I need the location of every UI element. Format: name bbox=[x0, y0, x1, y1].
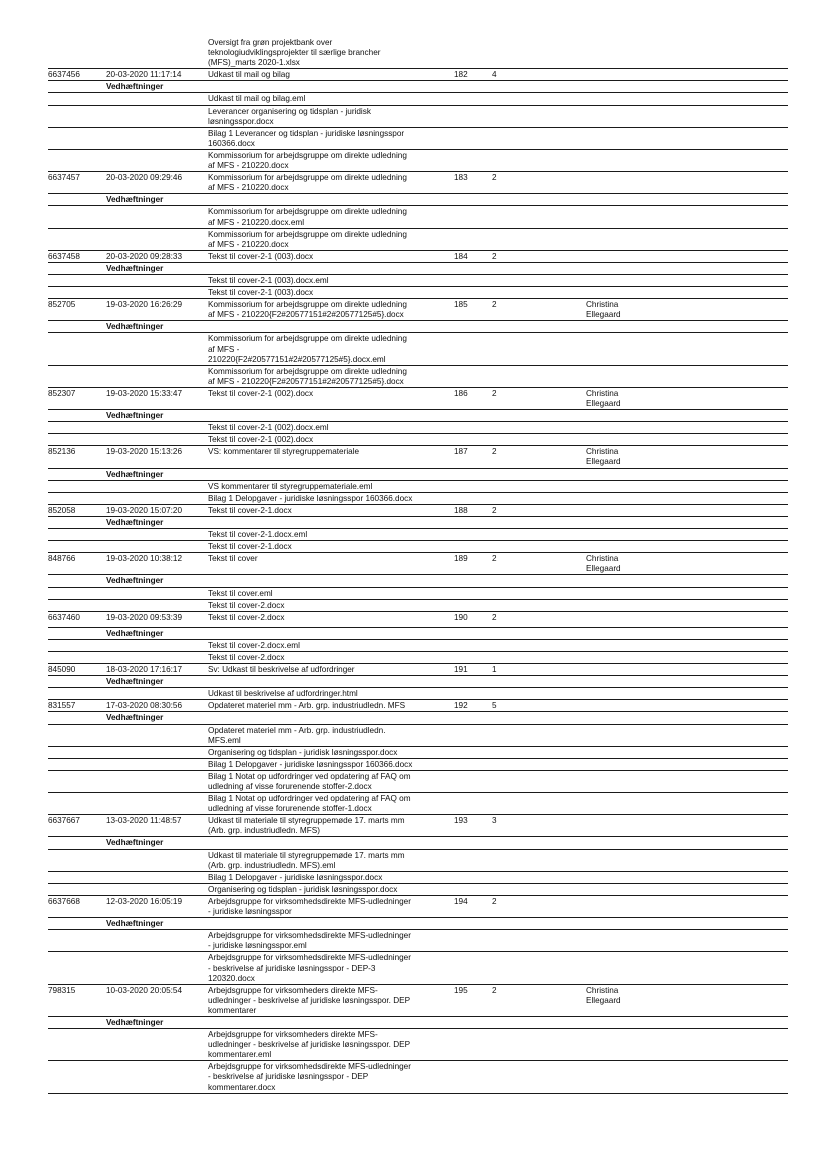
entry-person: Christina Ellegaard bbox=[586, 985, 621, 1005]
attachments-header-row bbox=[48, 81, 788, 93]
attachment-file-row bbox=[48, 229, 788, 251]
entry-number: 189 bbox=[454, 554, 468, 564]
entry-id: 852307 bbox=[48, 388, 76, 398]
empty-cell bbox=[48, 423, 106, 433]
attachment-file-row bbox=[48, 434, 788, 446]
entry-number: 191 bbox=[454, 665, 468, 675]
empty-cell bbox=[106, 276, 208, 286]
entry-title: Tekst til cover-2-1 (002).docx bbox=[208, 388, 314, 398]
empty-cell bbox=[106, 726, 208, 746]
entry-row bbox=[48, 69, 788, 81]
entry-row bbox=[48, 985, 788, 1017]
entry-person bbox=[586, 173, 686, 193]
entry-title: Kommissorium for arbejdsgruppe om direkte udledning af MFS - 210220{F2#20577151#2#20577125#5}.docx bbox=[208, 300, 407, 320]
empty-cell bbox=[48, 107, 106, 127]
attachment-file-row bbox=[48, 541, 788, 553]
entry-number: 185 bbox=[454, 300, 468, 310]
attachment-count: 2 bbox=[492, 985, 497, 995]
attachment-count: 2 bbox=[492, 896, 497, 906]
attachments-header-row bbox=[48, 575, 788, 587]
attachment-file-row bbox=[48, 725, 788, 747]
attachment-filename: Bilag 1 Delopgaver - juridiske løsningsspor 160366.docx bbox=[208, 493, 413, 503]
entry-person bbox=[586, 665, 686, 675]
entry-title: Tekst til cover-2-1 (003).docx bbox=[208, 251, 314, 261]
attachment-filename: Arbejdsgruppe for virksomheders direkte MFS- udledninger - beskrivelse af juridiske løsningsspor. DEP kommentarer.eml bbox=[208, 1030, 411, 1060]
empty-cell bbox=[106, 482, 208, 492]
attachment-filename: Bilag 1 Delopgaver - juridiske løsningsspor.docx bbox=[208, 872, 383, 882]
attachment-filename: Arbejdsgruppe for virksomhedsdirekte MFS-udledninger - juridiske løsningsspor.eml bbox=[208, 931, 411, 951]
attachments-label: Vedhæftninger bbox=[106, 1017, 164, 1027]
attachment-file-row bbox=[48, 747, 788, 759]
empty-cell bbox=[48, 411, 106, 421]
attachment-file-row bbox=[48, 366, 788, 388]
attachment-file-row bbox=[48, 128, 788, 150]
entry-title: Tekst til cover-2.docx bbox=[208, 612, 285, 622]
attachment-filename: Udkast til mail og bilag.eml bbox=[208, 94, 306, 104]
attachment-file-row bbox=[48, 422, 788, 434]
entry-date: 19-03-2020 10:38:12 bbox=[106, 554, 183, 564]
attachments-header-row bbox=[48, 1017, 788, 1029]
attachment-file-row bbox=[48, 529, 788, 541]
empty-cell bbox=[106, 953, 208, 983]
entry-date: 19-03-2020 16:26:29 bbox=[106, 300, 183, 310]
entry-number: 182 bbox=[454, 70, 468, 80]
attachment-filename: Tekst til cover-2.docx bbox=[208, 600, 285, 610]
entry-number: 183 bbox=[454, 173, 468, 183]
attachments-label: Vedhæftninger bbox=[106, 713, 164, 723]
entry-title: VS: kommentarer til styregruppemateriale bbox=[208, 447, 360, 457]
empty-cell bbox=[48, 230, 106, 250]
entry-number: 195 bbox=[454, 985, 468, 995]
attachment-count: 1 bbox=[492, 665, 497, 675]
entry-row bbox=[48, 612, 788, 628]
attachment-filename: Organisering og tidsplan - juridisk løsningsspor.docx bbox=[208, 884, 398, 894]
attachment-filename: Arbejdsgruppe for virksomhedsdirekte MFS-udledninger - beskrivelse af juridiske løsningsspor - DEP kommentarer.docx bbox=[208, 1062, 411, 1092]
empty-cell bbox=[48, 1030, 106, 1060]
attachment-filename: Oversigt fra grøn projektbank over teknologiudviklingsprojekter til særlige brancher (MFS)_marts 2020-1.xlsx bbox=[208, 38, 381, 68]
attachment-file-row bbox=[48, 952, 788, 984]
empty-cell bbox=[106, 772, 208, 792]
empty-cell bbox=[106, 423, 208, 433]
empty-cell bbox=[48, 851, 106, 871]
attachments-header-row bbox=[48, 628, 788, 640]
entry-person: Christina Ellegaard bbox=[586, 554, 621, 574]
attachment-count: 2 bbox=[492, 251, 497, 261]
entry-date: 12-03-2020 16:05:19 bbox=[106, 896, 183, 906]
entry-date: 10-03-2020 20:05:54 bbox=[106, 985, 183, 995]
attachment-filename: Kommissorium for arbejdsgruppe om direkte udledning af MFS - 210220.docx.eml bbox=[208, 207, 407, 227]
attachment-filename: Tekst til cover-2-1 (003).docx.eml bbox=[208, 275, 329, 285]
empty-cell bbox=[48, 713, 106, 723]
entry-person bbox=[586, 701, 686, 711]
entry-title: Udkast til materiale til styregruppemøde 17. marts mm (Arb. grp. industriudledn. MFS) bbox=[208, 816, 405, 836]
empty-cell bbox=[48, 542, 106, 552]
empty-cell bbox=[106, 435, 208, 445]
attachment-filename: Organisering og tidsplan - juridisk løsningsspor.docx bbox=[208, 747, 398, 757]
entry-row bbox=[48, 251, 788, 263]
empty-cell bbox=[48, 288, 106, 298]
empty-cell bbox=[48, 885, 106, 895]
empty-cell bbox=[48, 470, 106, 480]
empty-cell bbox=[106, 94, 208, 104]
empty-cell bbox=[106, 207, 208, 227]
empty-cell bbox=[106, 931, 208, 951]
empty-cell bbox=[48, 589, 106, 599]
empty-cell bbox=[48, 601, 106, 611]
attachment-filename: Bilag 1 Notat op udfordringer ved opdatering af FAQ om udledning af visse forurenende stoffer-2.docx bbox=[208, 771, 411, 791]
entry-id: 852058 bbox=[48, 505, 76, 515]
empty-cell bbox=[106, 38, 208, 68]
attachment-filename: Kommissorium for arbejdsgruppe om direkte udledning af MFS - 210220{F2#20577151#2#20577125#5}.docx bbox=[208, 366, 407, 386]
empty-cell bbox=[48, 1062, 106, 1092]
empty-cell bbox=[106, 760, 208, 770]
empty-cell bbox=[106, 873, 208, 883]
attachments-label: Vedhæftninger bbox=[106, 82, 164, 92]
attachment-file-row bbox=[48, 759, 788, 771]
entry-number: 194 bbox=[454, 896, 468, 906]
attachments-label: Vedhæftninger bbox=[106, 628, 164, 638]
entry-id: 6637457 bbox=[48, 173, 80, 183]
empty-cell bbox=[48, 482, 106, 492]
attachment-filename: VS kommentarer til styregruppemateriale.eml bbox=[208, 481, 373, 491]
attachments-header-row bbox=[48, 410, 788, 422]
entry-title: Sv: Udkast til beskrivelse af udfordringer bbox=[208, 665, 355, 675]
empty-cell bbox=[106, 542, 208, 552]
entry-person: Christina Ellegaard bbox=[586, 388, 621, 408]
entry-person: Christina Ellegaard bbox=[586, 447, 621, 467]
entry-id: 845090 bbox=[48, 665, 76, 675]
entry-title: Udkast til mail og bilag bbox=[208, 70, 290, 80]
entry-person bbox=[586, 816, 686, 836]
attachment-filename: Tekst til cover-2-1 (003).docx bbox=[208, 288, 314, 298]
attachment-filename: Kommissorium for arbejdsgruppe om direkte udledning af MFS - 210220.docx bbox=[208, 229, 407, 249]
attachments-label: Vedhæftninger bbox=[106, 195, 164, 205]
attachments-label: Vedhæftninger bbox=[106, 263, 164, 273]
attachment-filename: Opdateret materiel mm - Arb. grp. industriudledn. MFS.eml bbox=[208, 725, 386, 745]
empty-cell bbox=[48, 794, 106, 814]
entry-row bbox=[48, 446, 788, 468]
empty-cell bbox=[48, 641, 106, 651]
attachment-count: 2 bbox=[492, 173, 497, 183]
empty-cell bbox=[48, 576, 106, 586]
empty-cell bbox=[48, 367, 106, 387]
empty-cell bbox=[48, 82, 106, 92]
empty-cell bbox=[48, 207, 106, 227]
empty-cell bbox=[106, 530, 208, 540]
empty-cell bbox=[48, 919, 106, 929]
attachment-count: 2 bbox=[492, 447, 497, 457]
empty-cell bbox=[48, 38, 106, 68]
empty-cell bbox=[48, 748, 106, 758]
empty-cell bbox=[48, 264, 106, 274]
entry-id: 6637667 bbox=[48, 816, 80, 826]
entry-date: 20-03-2020 11:17:14 bbox=[106, 70, 182, 80]
attachments-label: Vedhæftninger bbox=[106, 411, 164, 421]
entry-person bbox=[586, 70, 686, 80]
attachment-count: 2 bbox=[492, 300, 497, 310]
entry-date: 13-03-2020 11:48:57 bbox=[106, 816, 182, 826]
entry-title: Opdateret materiel mm - Arb. grp. industriudledn. MFS bbox=[208, 701, 406, 711]
empty-cell bbox=[48, 530, 106, 540]
entry-row bbox=[48, 815, 788, 837]
attachments-header-row bbox=[48, 517, 788, 529]
attachment-file-row bbox=[48, 481, 788, 493]
empty-cell bbox=[106, 1062, 208, 1092]
attachments-header-row bbox=[48, 194, 788, 206]
attachment-file-row bbox=[48, 493, 788, 505]
entry-id: 6637668 bbox=[48, 896, 80, 906]
attachments-header-row bbox=[48, 469, 788, 481]
attachments-label: Vedhæftninger bbox=[106, 919, 164, 929]
attachments-header-row bbox=[48, 263, 788, 275]
entry-row bbox=[48, 172, 788, 194]
empty-cell bbox=[48, 195, 106, 205]
attachment-filename: Tekst til cover.eml bbox=[208, 588, 273, 598]
attachment-file-row bbox=[48, 872, 788, 884]
attachment-filename: Tekst til cover-2-1 (002).docx bbox=[208, 435, 314, 445]
entry-number: 184 bbox=[454, 251, 468, 261]
attachment-count: 2 bbox=[492, 388, 497, 398]
empty-cell bbox=[106, 885, 208, 895]
entry-row bbox=[48, 388, 788, 410]
entry-row bbox=[48, 896, 788, 918]
attachments-header-row bbox=[48, 837, 788, 849]
empty-cell bbox=[106, 288, 208, 298]
entry-row bbox=[48, 505, 788, 517]
entry-person bbox=[586, 506, 686, 516]
entry-date: 19-03-2020 15:13:26 bbox=[106, 447, 183, 457]
attachment-file-row bbox=[48, 106, 788, 128]
entry-id: 798315 bbox=[48, 985, 76, 995]
empty-cell bbox=[106, 107, 208, 127]
entry-person bbox=[586, 252, 686, 262]
entry-row bbox=[48, 664, 788, 676]
attachment-file-row bbox=[48, 150, 788, 172]
empty-cell bbox=[48, 276, 106, 286]
empty-cell bbox=[48, 838, 106, 848]
entry-date: 19-03-2020 15:33:47 bbox=[106, 388, 183, 398]
attachment-filename: Tekst til cover-2.docx bbox=[208, 652, 285, 662]
empty-cell bbox=[106, 601, 208, 611]
empty-cell bbox=[106, 1030, 208, 1060]
empty-cell bbox=[106, 129, 208, 149]
attachments-label: Vedhæftninger bbox=[106, 838, 164, 848]
attachment-filename: Tekst til cover-2.docx.eml bbox=[208, 640, 300, 650]
attachments-label: Vedhæftninger bbox=[106, 322, 164, 332]
entry-row bbox=[48, 299, 788, 321]
empty-cell bbox=[106, 653, 208, 663]
empty-cell bbox=[106, 494, 208, 504]
attachment-file-row bbox=[48, 1029, 788, 1061]
entry-number: 188 bbox=[454, 505, 468, 515]
entry-id: 6637458 bbox=[48, 251, 80, 261]
empty-cell bbox=[48, 931, 106, 951]
attachment-filename: Bilag 1 Notat op udfordringer ved opdatering af FAQ om udledning af visse forurenende stoffer-1.docx bbox=[208, 794, 411, 814]
empty-cell bbox=[48, 1018, 106, 1028]
entry-id: 6637460 bbox=[48, 612, 80, 622]
entry-row bbox=[48, 700, 788, 712]
attachment-file-row bbox=[48, 287, 788, 299]
empty-cell bbox=[48, 873, 106, 883]
attachment-file-row bbox=[48, 206, 788, 228]
entry-date: 19-03-2020 15:07:20 bbox=[106, 505, 183, 515]
entry-title: Kommissorium for arbejdsgruppe om direkte udledning af MFS - 210220.docx bbox=[208, 173, 407, 193]
empty-cell bbox=[106, 367, 208, 387]
attachment-filename: Bilag 1 Delopgaver - juridiske løsningsspor 160366.docx bbox=[208, 759, 413, 769]
entry-id: 852705 bbox=[48, 300, 76, 310]
attachment-file-row bbox=[48, 652, 788, 664]
document-table bbox=[48, 37, 788, 1094]
attachment-filename: Udkast til beskrivelse af udfordringer.html bbox=[208, 689, 358, 699]
attachment-file-row bbox=[48, 688, 788, 700]
entry-title: Tekst til cover bbox=[208, 554, 258, 564]
attachment-count: 4 bbox=[492, 70, 497, 80]
empty-cell bbox=[48, 322, 106, 332]
empty-cell bbox=[106, 748, 208, 758]
entry-id: 848766 bbox=[48, 554, 76, 564]
entry-person bbox=[586, 613, 686, 623]
empty-cell bbox=[48, 629, 106, 639]
attachments-label: Vedhæftninger bbox=[106, 469, 164, 479]
empty-cell bbox=[48, 653, 106, 663]
empty-cell bbox=[48, 151, 106, 171]
empty-cell bbox=[48, 760, 106, 770]
entry-person bbox=[586, 897, 686, 917]
attachment-file-row bbox=[48, 771, 788, 793]
attachment-filename: Tekst til cover-2-1.docx.eml bbox=[208, 530, 308, 540]
entry-number: 192 bbox=[454, 701, 468, 711]
empty-cell bbox=[48, 677, 106, 687]
attachment-count: 2 bbox=[492, 554, 497, 564]
attachment-file-row bbox=[48, 600, 788, 612]
entry-number: 193 bbox=[454, 816, 468, 826]
entry-date: 17-03-2020 08:30:56 bbox=[106, 701, 183, 711]
empty-cell bbox=[48, 689, 106, 699]
attachments-label: Vedhæftninger bbox=[106, 517, 164, 527]
attachment-file-row bbox=[48, 333, 788, 365]
empty-cell bbox=[48, 94, 106, 104]
attachments-header-row bbox=[48, 712, 788, 724]
attachment-file-row bbox=[48, 930, 788, 952]
attachment-file-row bbox=[48, 850, 788, 872]
attachment-filename: Udkast til materiale til styregruppemøde 17. marts mm (Arb. grp. industriudledn. MFS).eml bbox=[208, 850, 405, 870]
entry-id: 831557 bbox=[48, 701, 76, 711]
empty-cell bbox=[48, 494, 106, 504]
entry-person: Christina Ellegaard bbox=[586, 300, 621, 320]
entry-date: 20-03-2020 09:28:33 bbox=[106, 251, 183, 261]
empty-cell bbox=[48, 953, 106, 983]
empty-cell bbox=[48, 435, 106, 445]
attachment-count: 2 bbox=[492, 612, 497, 622]
attachments-header-row bbox=[48, 676, 788, 688]
attachments-header-row bbox=[48, 321, 788, 333]
attachment-filename: Kommissorium for arbejdsgruppe om direkte udledning af MFS - 210220{F2#20577151#2#20577125#5}.docx.eml bbox=[208, 334, 407, 364]
attachment-filename: Tekst til cover-2-1 (002).docx.eml bbox=[208, 423, 329, 433]
attachment-count: 5 bbox=[492, 701, 497, 711]
entry-date: 19-03-2020 09:53:39 bbox=[106, 612, 183, 622]
attachment-count: 3 bbox=[492, 816, 497, 826]
empty-cell bbox=[106, 334, 208, 364]
entry-date: 18-03-2020 17:16:17 bbox=[106, 665, 183, 675]
entry-title: Arbejdsgruppe for virksomheders direkte MFS- udledninger - beskrivelse af juridiske løsningsspor. DEP kommentarer bbox=[208, 985, 411, 1015]
empty-cell bbox=[106, 641, 208, 651]
attachment-file-row bbox=[48, 1061, 788, 1093]
entry-title: Arbejdsgruppe for virksomhedsdirekte MFS-udledninger - juridiske løsningsspor bbox=[208, 896, 411, 917]
attachment-file-row bbox=[48, 93, 788, 105]
empty-cell bbox=[106, 851, 208, 871]
empty-cell bbox=[106, 689, 208, 699]
empty-cell bbox=[48, 772, 106, 792]
attachments-label: Vedhæftninger bbox=[106, 677, 164, 687]
attachment-count: 2 bbox=[492, 505, 497, 515]
entry-id: 852136 bbox=[48, 447, 76, 457]
attachment-filename: Bilag 1 Leverancer og tidsplan - juridiske løsningsspor 160366.docx bbox=[208, 128, 405, 148]
empty-cell bbox=[106, 794, 208, 814]
entry-id: 6637456 bbox=[48, 70, 80, 80]
empty-cell bbox=[48, 334, 106, 364]
empty-cell bbox=[48, 129, 106, 149]
attachment-file-row bbox=[48, 640, 788, 652]
empty-cell bbox=[106, 589, 208, 599]
empty-cell bbox=[106, 230, 208, 250]
attachments-label: Vedhæftninger bbox=[106, 576, 164, 586]
empty-cell bbox=[106, 151, 208, 171]
entry-number: 190 bbox=[454, 612, 468, 622]
attachment-file-row bbox=[48, 275, 788, 287]
attachment-filename: Kommissorium for arbejdsgruppe om direkte udledning af MFS - 210220.docx bbox=[208, 150, 407, 171]
entry-title: Tekst til cover-2-1.docx bbox=[208, 505, 292, 515]
attachment-file-row bbox=[48, 588, 788, 600]
attachment-filename: Arbejdsgruppe for virksomhedsdirekte MFS-udledninger - beskrivelse af juridiske løsningsspor - DEP-3 120320.docx bbox=[208, 953, 411, 983]
attachment-file-row bbox=[48, 884, 788, 896]
entry-number: 187 bbox=[454, 447, 468, 457]
attachments-header-row bbox=[48, 918, 788, 930]
attachment-filename: Tekst til cover-2-1.docx bbox=[208, 542, 292, 552]
attachment-filename: Leverancer organisering og tidsplan - juridisk løsningsspor.docx bbox=[208, 106, 371, 126]
entry-number: 186 bbox=[454, 388, 468, 398]
attachment-file-row bbox=[48, 793, 788, 815]
attachment-file-row bbox=[48, 37, 788, 69]
entry-date: 20-03-2020 09:29:46 bbox=[106, 173, 183, 183]
empty-cell bbox=[48, 518, 106, 528]
empty-cell bbox=[48, 726, 106, 746]
entry-row bbox=[48, 553, 788, 575]
